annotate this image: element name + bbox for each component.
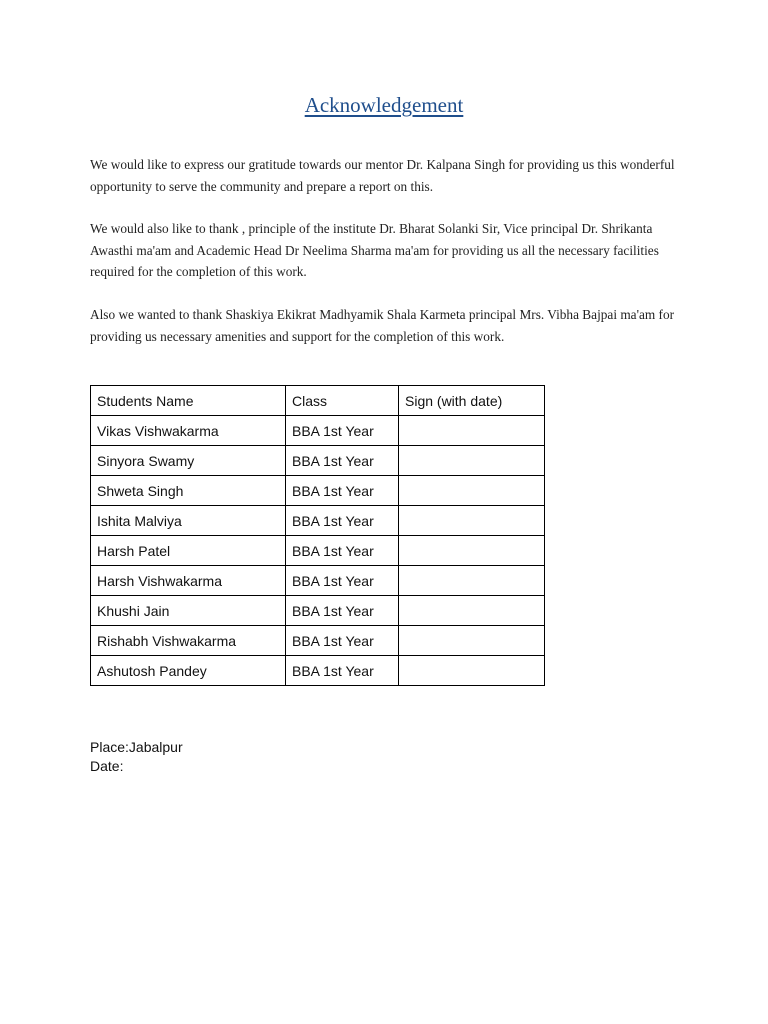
class-cell: BBA 1st Year (286, 476, 399, 506)
class-cell: BBA 1st Year (286, 446, 399, 476)
student-name-cell: Shweta Singh (91, 476, 286, 506)
table-row (91, 596, 545, 626)
student-name-cell: Rishabh Vishwakarma (91, 626, 286, 656)
class-cell: BBA 1st Year (286, 656, 399, 686)
table-row (91, 536, 545, 566)
sign-cell (399, 656, 545, 686)
paragraph-mentor-thanks: We would like to express our gratitude towards our mentor Dr. Kalpana Singh for providing us this wonderful opportunity to serve the community and prepare a report on this. (90, 157, 675, 194)
sign-cell (399, 446, 545, 476)
table-row (91, 416, 545, 446)
table-row (91, 446, 545, 476)
paragraph-institute-thanks: We would also like to thank , principle of the institute Dr. Bharat Solanki Sir, Vice principal Dr. Shrikanta Awasthi ma'am and Academic Head Dr Neelima Sharma ma'am for providing us all the necessary facilities required for the completion of this work. (90, 221, 659, 279)
class-cell: BBA 1st Year (286, 536, 399, 566)
table-row (91, 476, 545, 506)
header-class: Class (286, 386, 399, 416)
table-row (91, 626, 545, 656)
footer-block (90, 738, 183, 776)
sign-cell (399, 626, 545, 656)
table-row (91, 656, 545, 686)
place-line: Place:Jabalpur (90, 739, 183, 755)
table-header-row (91, 386, 545, 416)
student-name-cell: Harsh Patel (91, 536, 286, 566)
students-table (90, 385, 545, 686)
sign-cell (399, 596, 545, 626)
sign-cell (399, 416, 545, 446)
sign-cell (399, 476, 545, 506)
sign-cell (399, 536, 545, 566)
student-name-cell: Ashutosh Pandey (91, 656, 286, 686)
class-cell: BBA 1st Year (286, 506, 399, 536)
date-line: Date: (90, 758, 124, 774)
header-students-name: Students Name (91, 386, 286, 416)
student-name-cell: Sinyora Swamy (91, 446, 286, 476)
class-cell: BBA 1st Year (286, 596, 399, 626)
sign-cell (399, 566, 545, 596)
header-sign: Sign (with date) (399, 386, 545, 416)
class-cell: BBA 1st Year (286, 416, 399, 446)
table-row (91, 566, 545, 596)
page-title: Acknowledgement (304, 93, 464, 117)
class-cell: BBA 1st Year (286, 626, 399, 656)
table-row (91, 506, 545, 536)
paragraph-school-thanks: Also we wanted to thank Shaskiya Ekikrat Madhyamik Shala Karmeta principal Mrs. Vibha Bajpai ma'am for providing us necessary amenities and support for the completion of this work. (90, 307, 675, 344)
student-name-cell: Khushi Jain (91, 596, 286, 626)
sign-cell (399, 506, 545, 536)
student-name-cell: Harsh Vishwakarma (91, 566, 286, 596)
student-name-cell: Vikas Vishwakarma (91, 416, 286, 446)
student-name-cell: Ishita Malviya (91, 506, 286, 536)
class-cell: BBA 1st Year (286, 566, 399, 596)
